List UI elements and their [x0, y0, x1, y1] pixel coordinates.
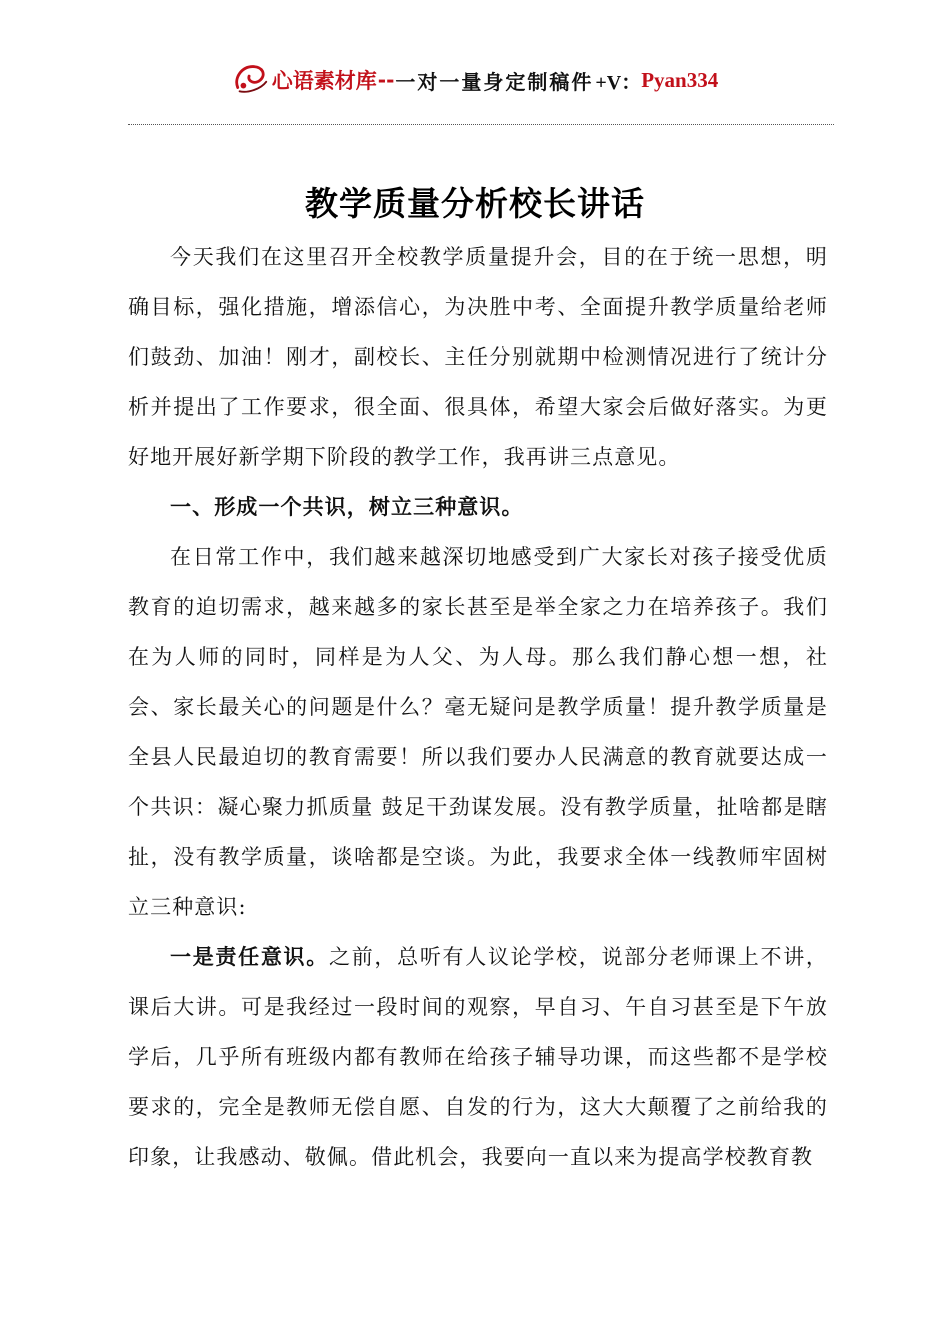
- page-header: [0, 58, 950, 102]
- document-title: 教学质量分析校长讲话: [305, 184, 645, 223]
- swirl-logo-icon: [232, 59, 270, 97]
- contact-prefix: +V：: [595, 71, 642, 94]
- paragraph-lead: 一是责任意识。: [170, 944, 329, 969]
- brand-name: 心语素材库: [271, 68, 377, 93]
- document-body: [128, 232, 828, 1182]
- header-slogan: 一对一量身定制稿件: [395, 69, 594, 94]
- header-separator: --: [377, 68, 395, 92]
- paragraph-responsibility: [128, 932, 828, 1182]
- header-divider: [128, 124, 834, 125]
- paragraph-consensus: 在日常工作中，我们越来越深切地感受到广大家长对孩子接受优质教育的迫切需求，越来越多的家长甚至是举全家之力在培养孩子。我们在为人师的同时，同样是为人父、为人母。那么我们静心想一想，社会、家长最关心的问题是什么？毫无疑问是教学质量！提升教学质量是全县人民最迫切的教育需要！所以我们要办人民满意的教育就要达成一个共识：凝心聚力抓质量 鼓足干劲谋发展。没有教学质量，扯啥都是瞎扯，没有教学质量，谈啥都是空谈。为此，我要求全体一线教师牢固树立三种意识:: [128, 545, 828, 919]
- section-heading: 一、形成一个共识，树立三种意识。: [170, 494, 524, 519]
- paragraph-intro: 今天我们在这里召开全校教学质量提升会，目的在于统一思想，明确目标，强化措施，增添信心，为决胜中考、全面提升教学质量给老师们鼓劲、加油！刚才，副校长、主任分别就期中检测情况进行了统计分析并提出了工作要求，很全面、很具体，希望大家会后做好落实。为更好地开展好新学期下阶段的教学工作，我再讲三点意见。: [128, 245, 828, 469]
- paragraph-body: 之前，总听有人议论学校，说部分老师课上不讲，课后大讲。可是我经过一段时间的观察，早自习、午自习甚至是下午放学后，几乎所有班级内都有教师在给孩子辅导功课，而这些都不是学校要求的，完全是教师无偿自愿、自发的行为，这大大颠覆了之前给我的印象，让我感动、敬佩。借此机会，我要向一直以来为提高学校教育教: [128, 945, 829, 1169]
- contact-id: Pyan334: [641, 67, 719, 92]
